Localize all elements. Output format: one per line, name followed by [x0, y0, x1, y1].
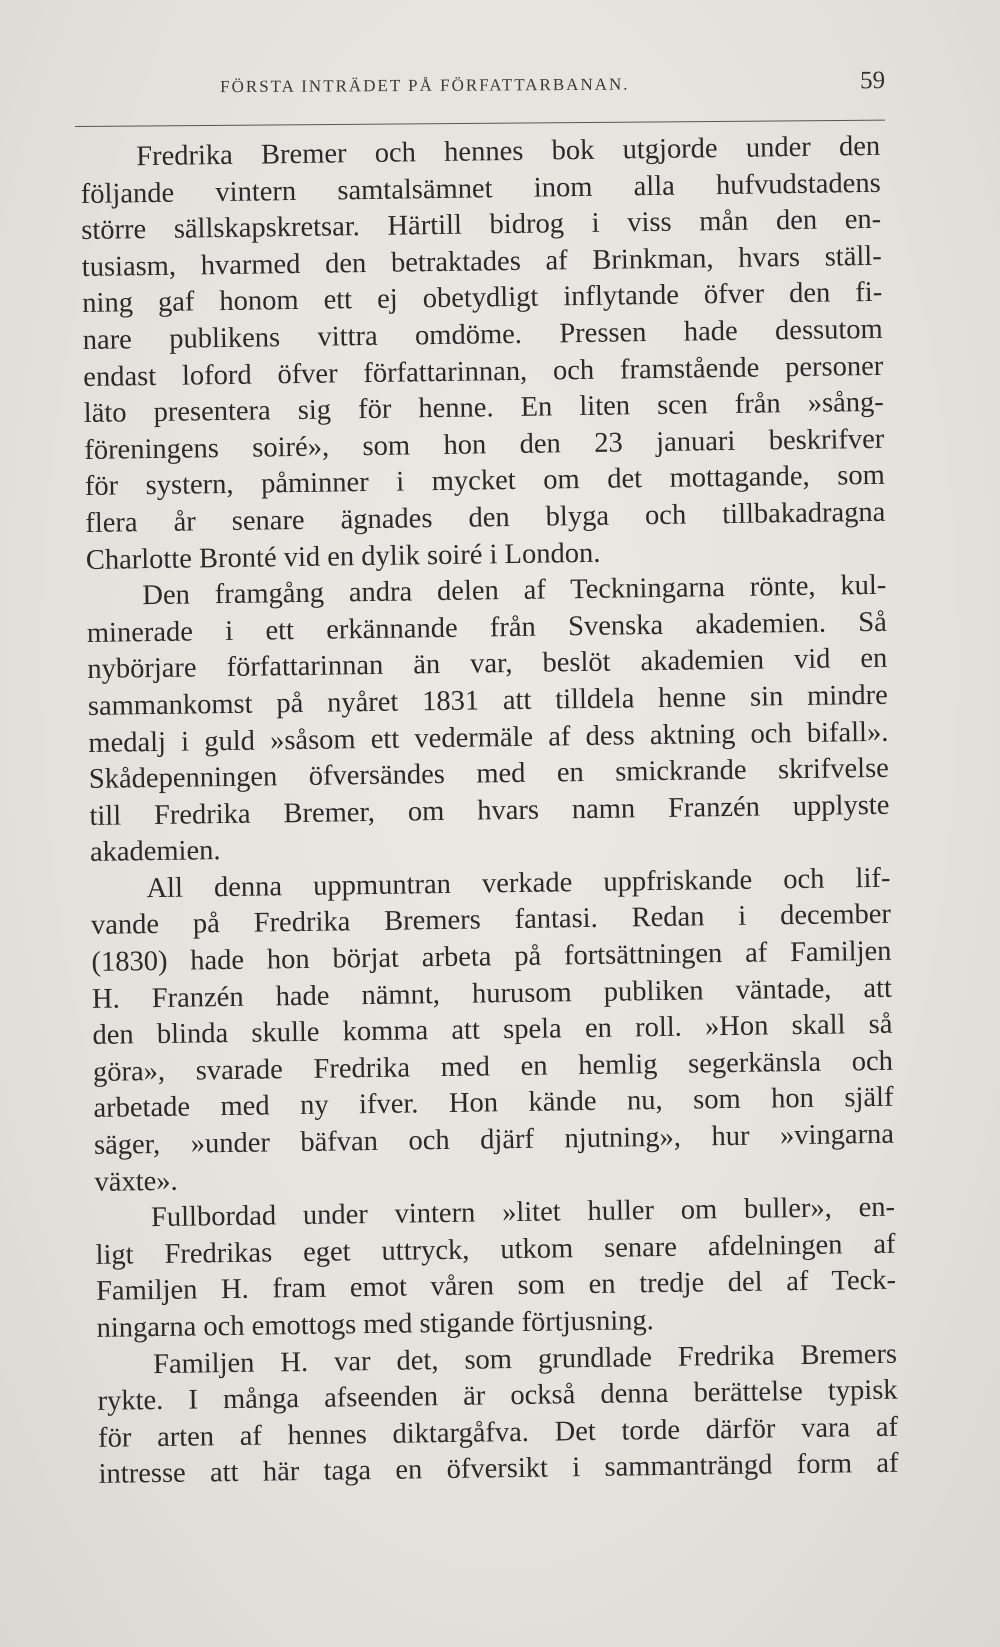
text-line: följande vintern samtalsämnet inom alla hufvudstadens — [80, 167, 881, 210]
text-line: Charlotte Bronté vid en dylik soiré i London. — [85, 537, 601, 576]
text-line: tusiasm, hvarmed den betraktades af Brinkman, hvars ställ- — [81, 240, 882, 283]
text-line: H. Franzén hade nämnt, hurusom publiken väntade, att — [91, 972, 893, 1015]
text-line: Familjen H. var det, som grundlade Fredrika Bremers — [152, 1338, 898, 1380]
text-line: All denna uppmuntran verkade uppfriskande och lif- — [146, 862, 891, 905]
body-text — [80, 129, 899, 1494]
text-line: medalj i guld »såsom ett vedermäle af dess aktning och bifall». — [88, 716, 889, 759]
text-line: nybörjare författarinnan än var, beslöt akademien vid en — [87, 643, 888, 686]
text-line: sammankomst på nyåret 1831 att tilldela henne sin mindre — [87, 679, 889, 722]
text-line: rykte. I många afseenden är också denna berättelse typisk — [97, 1374, 898, 1418]
running-head: FÖRSTA INTRÄDET PÅ FÖRFATTARBANAN. — [220, 74, 630, 97]
text-line: ning gaf honom ett ej obetydligt inflytande öfver den fi- — [82, 277, 883, 320]
page-number: 59 — [859, 67, 886, 95]
text-line: läto presentera sig för henne. En liten scen från »sång- — [83, 386, 884, 430]
text-line: minerade i ett erkännande från Svenska akademien. Så — [86, 606, 888, 649]
text-line: till Fredrika Bremer, om hvars namn Franzén upplyste — [89, 789, 890, 832]
text-line: arbetade med ny ifver. Hon kände nu, som hon själf — [93, 1082, 894, 1125]
text-line: göra», svarade Fredrika med en hemlig segerkänsla och — [92, 1045, 894, 1088]
text-line: Den framgång andra delen af Teckningarna rönte, kul- — [142, 569, 887, 612]
text-line: ligt Fredrikas eget uttryck, utkom senare afdelningen af — [95, 1228, 896, 1271]
text-line: vande på Fredrika Bremers fantasi. Redan i december — [90, 899, 892, 942]
text-line: säger, »under bäfvan och djärf njutning», hur »vingarna — [93, 1118, 895, 1161]
text-line: Fullbordad under vintern »litet huller om buller», en- — [150, 1191, 896, 1234]
text-line: växte». — [94, 1165, 178, 1198]
text-line: föreningens soiré», som hon den 23 januari beskrifver — [84, 423, 885, 466]
text-line: akademien. — [89, 835, 221, 869]
text-line: flera år senare ägnades den blyga och tillbakadragna — [85, 496, 886, 539]
text-line: intresse att här taga en öfversikt i sammanträngd form af — [98, 1448, 899, 1491]
page-header — [80, 67, 885, 112]
header-rule — [75, 120, 885, 127]
text-line: den blinda skulle komma att spela en roll. »Hon skall så — [92, 1008, 893, 1052]
text-line: för systern, påminner i mycket om det mottagande, som — [84, 460, 885, 503]
text-line: Fredrika Bremer och hennes bok utgjorde under den — [136, 130, 881, 173]
text-line: (1830) hade hon börjat arbeta på fortsättningen af Familjen — [91, 935, 892, 978]
text-line: nare publikens vittra omdöme. Pressen hade dessutom — [82, 313, 883, 356]
text-line: större sällskapskretsar. Härtill bidrog i viss mån den en- — [81, 204, 882, 247]
text-line: ningarna och emottogs med stigande förtjusning. — [96, 1305, 654, 1344]
text-line: endast loford öfver författarinnan, och framstående personer — [83, 350, 884, 393]
text-line: för arten af hennes diktargåfva. Det torde därför vara af — [97, 1411, 899, 1454]
text-line: Familjen H. fram emot våren som en tredje del af Teck- — [95, 1265, 897, 1308]
text-line: Skådepenningen öfversändes med en smickrande skrifvelse — [88, 752, 890, 796]
